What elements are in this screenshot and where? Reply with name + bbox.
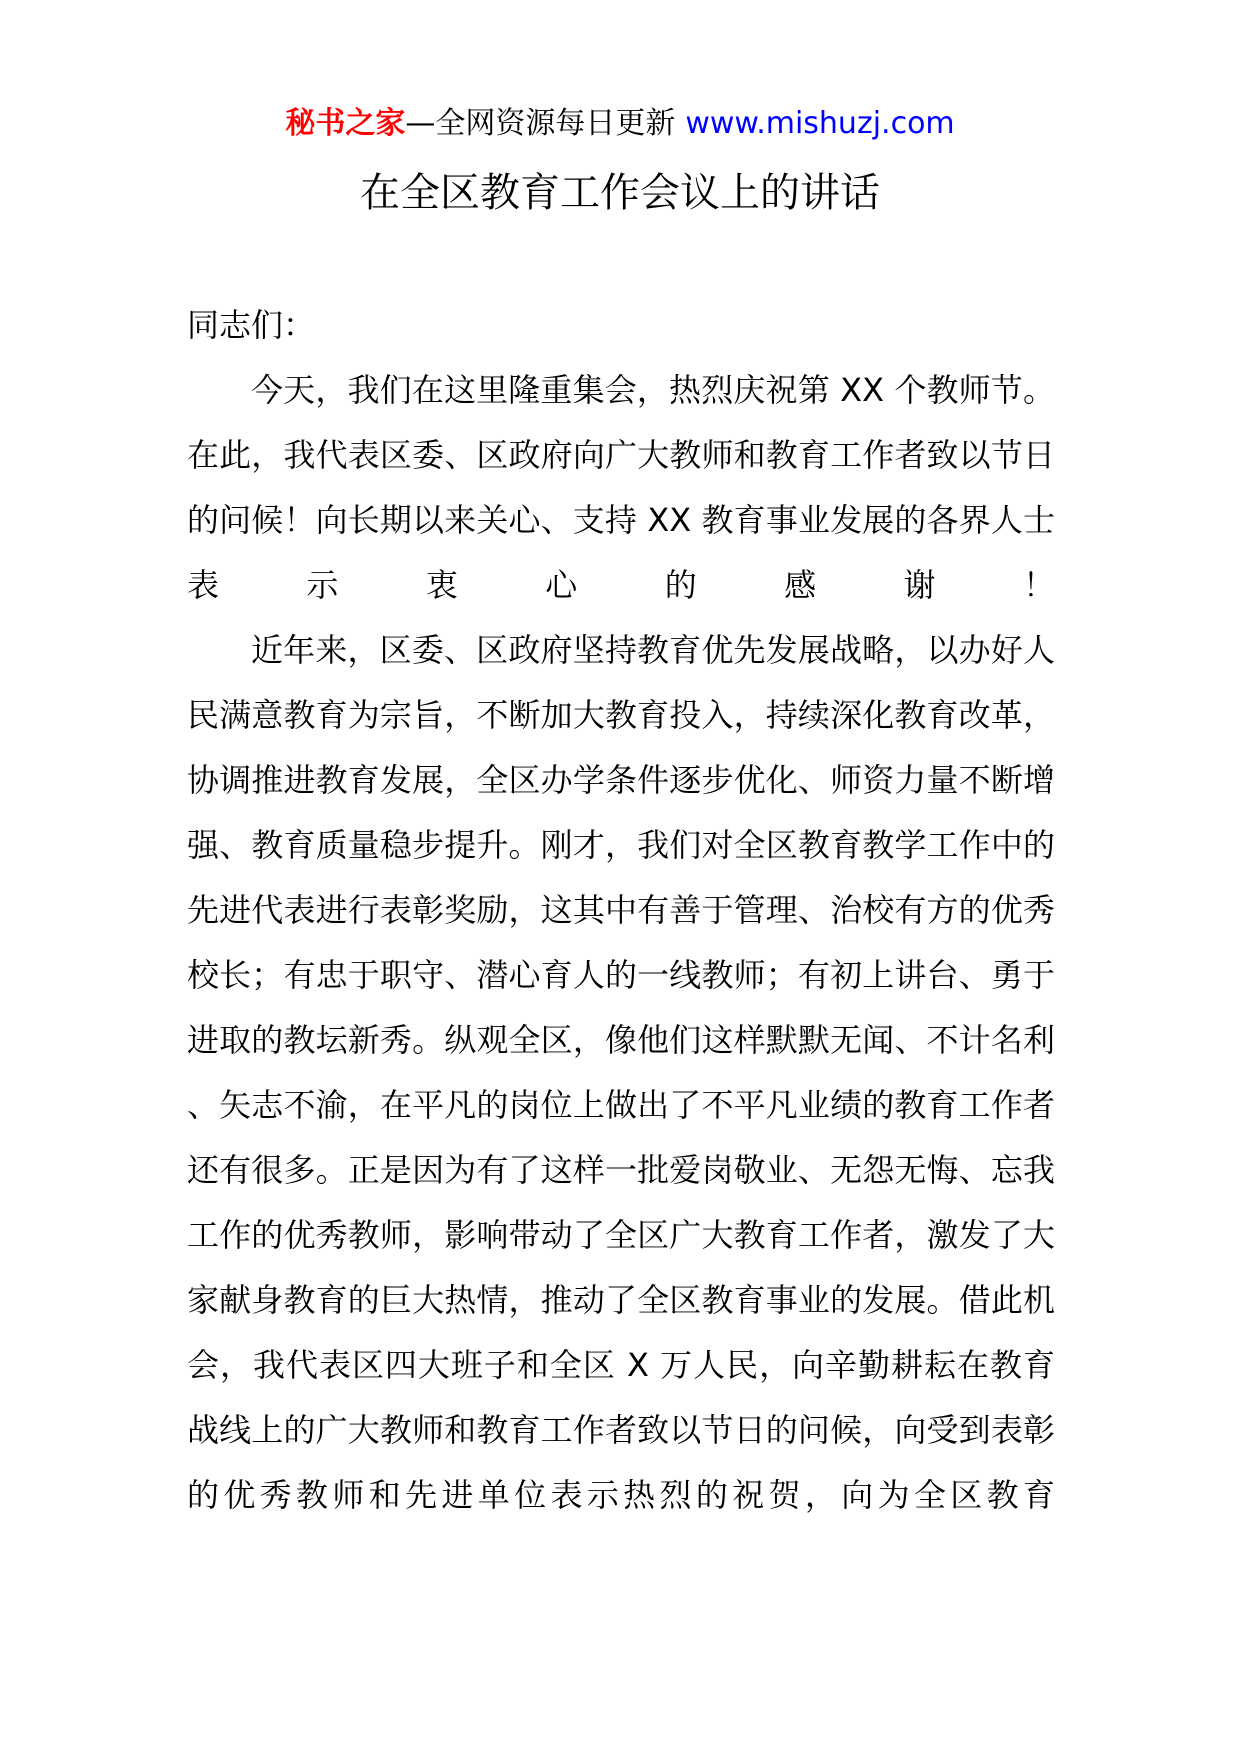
brand-name: 秘书之家: [285, 106, 406, 141]
document-title: 在全区教育工作会议上的讲话: [360, 170, 880, 216]
paragraph-1: 今天，我们在这里隆重集会，热烈庆祝第 XX 个教师节。在此，我代表区委、区政府向广大教师和教育工作者致以节日的问候！向长期以来关心、支持 XX 教育事业发展的各界人士表示衷心的感谢！: [187, 371, 1055, 604]
site-url-link[interactable]: www.mishuzj.com: [685, 106, 955, 141]
paragraph-2: 近年来，区委、区政府坚持教育优先发展战略，以办好人民满意教育为宗旨，不断加大教育投入，持续深化教育改革，协调推进教育发展，全区办学条件逐步优化、师资力量不断增强、教育质量稳步提升。刚才，我们对全区教育教学工作中的先进代表进行表彰奖励，这其中有善于管理、治校有方的优秀校长；有忠于职守、潜心育人的一线教师；有初上讲台、勇于进取的教坛新秀。纵观全区，像他们这样默默无闻、不计名利、矢志不渝，在平凡的岗位上做出了不平凡业绩的教育工作者还有很多。正是因为有了这样一批爱岗敬业、无怨无悔、忘我工作的优秀教师，影响带动了全区广大教育工作者，激发了大家献身教育的巨大热情，推动了全区教育事业的发展。借此机会，我代表区四大班子和全区 X 万人民，向辛勤耕耘在教育战线上的广大教师和教育工作者致以节日的问候，向受到表彰的优秀教师和先进单位表示热烈的祝贺，向为全区教育: [187, 631, 1055, 1514]
site-header: [0, 104, 1240, 144]
document-body: [187, 293, 1055, 1528]
header-slogan: —全网资源每日更新: [405, 106, 676, 141]
greeting: 同志们：: [187, 306, 316, 344]
